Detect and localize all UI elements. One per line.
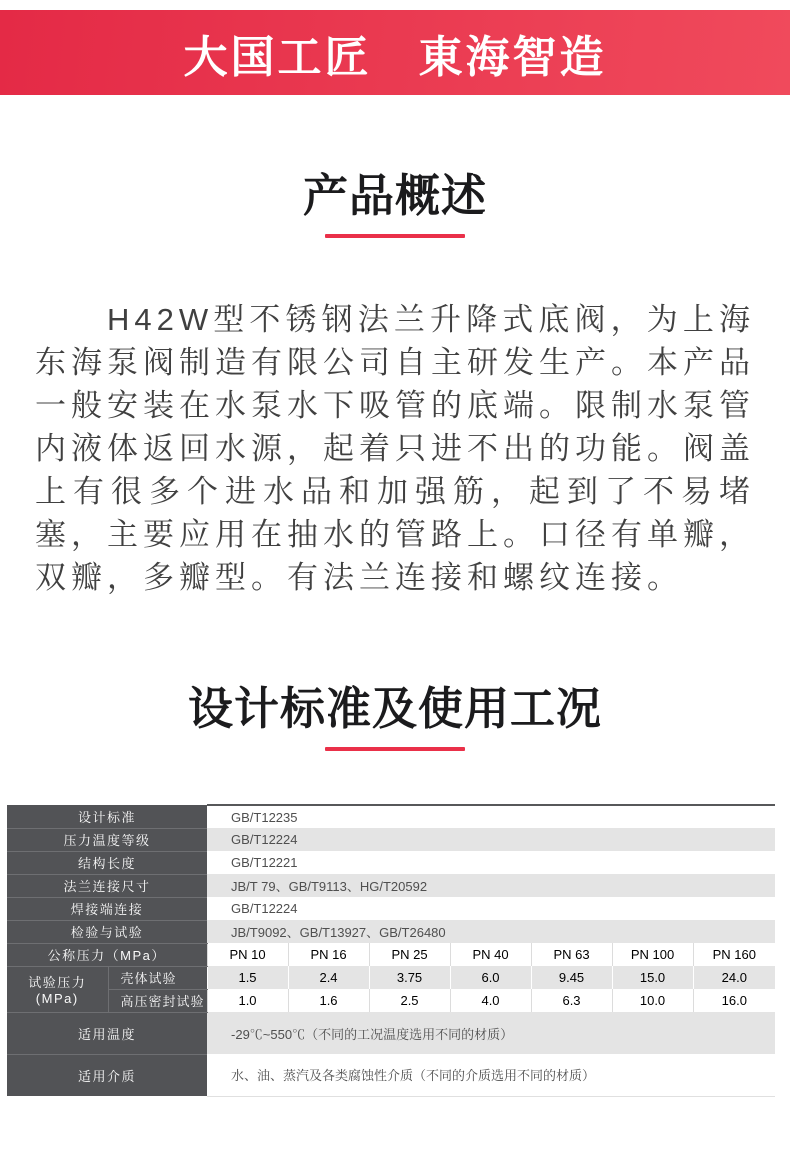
spec-row-weld-end [7, 897, 775, 920]
pn-column-header: PN 100 [612, 943, 693, 966]
spec-table-wrapper [7, 804, 783, 1097]
test-value: 4.0 [450, 989, 531, 1012]
spec-row-shell-test [7, 966, 775, 989]
test-value: 2.5 [369, 989, 450, 1012]
spec-row-design-standard [7, 805, 775, 828]
spec-value: GB/T12224 [207, 828, 775, 851]
test-value: 10.0 [612, 989, 693, 1012]
test-value: 6.3 [531, 989, 612, 1012]
spec-row-flange-dimensions [7, 874, 775, 897]
spec-value: GB/T12224 [207, 897, 775, 920]
test-value: 24.0 [693, 966, 775, 989]
spec-row-seal-test [7, 989, 775, 1012]
spec-label: 结构长度 [7, 851, 207, 874]
pn-column-header: PN 10 [207, 943, 288, 966]
overview-section-head [0, 172, 790, 238]
spec-value: GB/T12235 [207, 805, 775, 828]
spec-value: JB/T 79、GB/T9113、HG/T20592 [207, 874, 775, 897]
test-value: 1.6 [288, 989, 369, 1012]
pn-column-header: PN 16 [288, 943, 369, 966]
test-value: 6.0 [450, 966, 531, 989]
test-value: 16.0 [693, 989, 775, 1012]
spec-value: -29℃~550℃（不同的工况温度选用不同的材质） [207, 1012, 775, 1054]
spec-label: 设计标准 [7, 805, 207, 828]
spec-row-applicable-temperature [7, 1012, 775, 1054]
spec-label: 适用温度 [7, 1012, 207, 1054]
test-value: 2.4 [288, 966, 369, 989]
spec-label: 压力温度等级 [7, 828, 207, 851]
spec-label: 适用介质 [7, 1054, 207, 1096]
brand-slogan: 大国工匠 東海智造 [183, 32, 607, 82]
spec-row-applicable-medium [7, 1054, 775, 1096]
test-value: 3.75 [369, 966, 450, 989]
overview-title-underline [325, 234, 465, 238]
spec-row-pressure-temp-rating [7, 828, 775, 851]
pn-column-header: PN 63 [531, 943, 612, 966]
spec-row-inspection-test [7, 920, 775, 943]
spec-label-test-pressure: 试验压力(MPa) [7, 966, 108, 1012]
spec-label: 法兰连接尺寸 [7, 874, 207, 897]
spec-row-structure-length [7, 851, 775, 874]
test-value: 1.5 [207, 966, 288, 989]
spec-label: 检验与试验 [7, 920, 207, 943]
overview-paragraph: H42W型不锈钢法兰升降式底阀，为上海东海泵阀制造有限公司自主研发生产。本产品一般安装在水泵水下吸管的底端。限制水泵管内液体返回水源，起着只进不出的功能。阀盖上有很多个进水品和加强筋，起到了不易堵塞，主要应用在抽水的管路上。口径有单瓣，双瓣，多瓣型。有法兰连接和螺纹连接。 [35, 302, 755, 595]
spec-label: 公称压力（MPa） [7, 943, 207, 966]
spec-table [7, 804, 775, 1097]
brand-banner [0, 10, 790, 95]
design-section-head [0, 685, 790, 751]
spec-value: JB/T9092、GB/T13927、GB/T26480 [207, 920, 775, 943]
spec-label: 焊接端连接 [7, 897, 207, 920]
test-value: 9.45 [531, 966, 612, 989]
spec-value: 水、油、蒸汽及各类腐蚀性介质（不同的介质选用不同的材质） [207, 1054, 775, 1096]
overview-title: 产品概述 [302, 170, 487, 221]
design-title-underline [325, 747, 465, 751]
pn-column-header: PN 160 [693, 943, 775, 966]
spec-row-nominal-pressure [7, 943, 775, 966]
spec-value: GB/T12221 [207, 851, 775, 874]
spec-sublabel: 壳体试验 [108, 966, 207, 989]
test-value: 15.0 [612, 966, 693, 989]
design-title: 设计标准及使用工况 [187, 683, 602, 734]
spec-sublabel: 高压密封试验 [108, 989, 207, 1012]
pn-column-header: PN 25 [369, 943, 450, 966]
pn-column-header: PN 40 [450, 943, 531, 966]
test-value: 1.0 [207, 989, 288, 1012]
